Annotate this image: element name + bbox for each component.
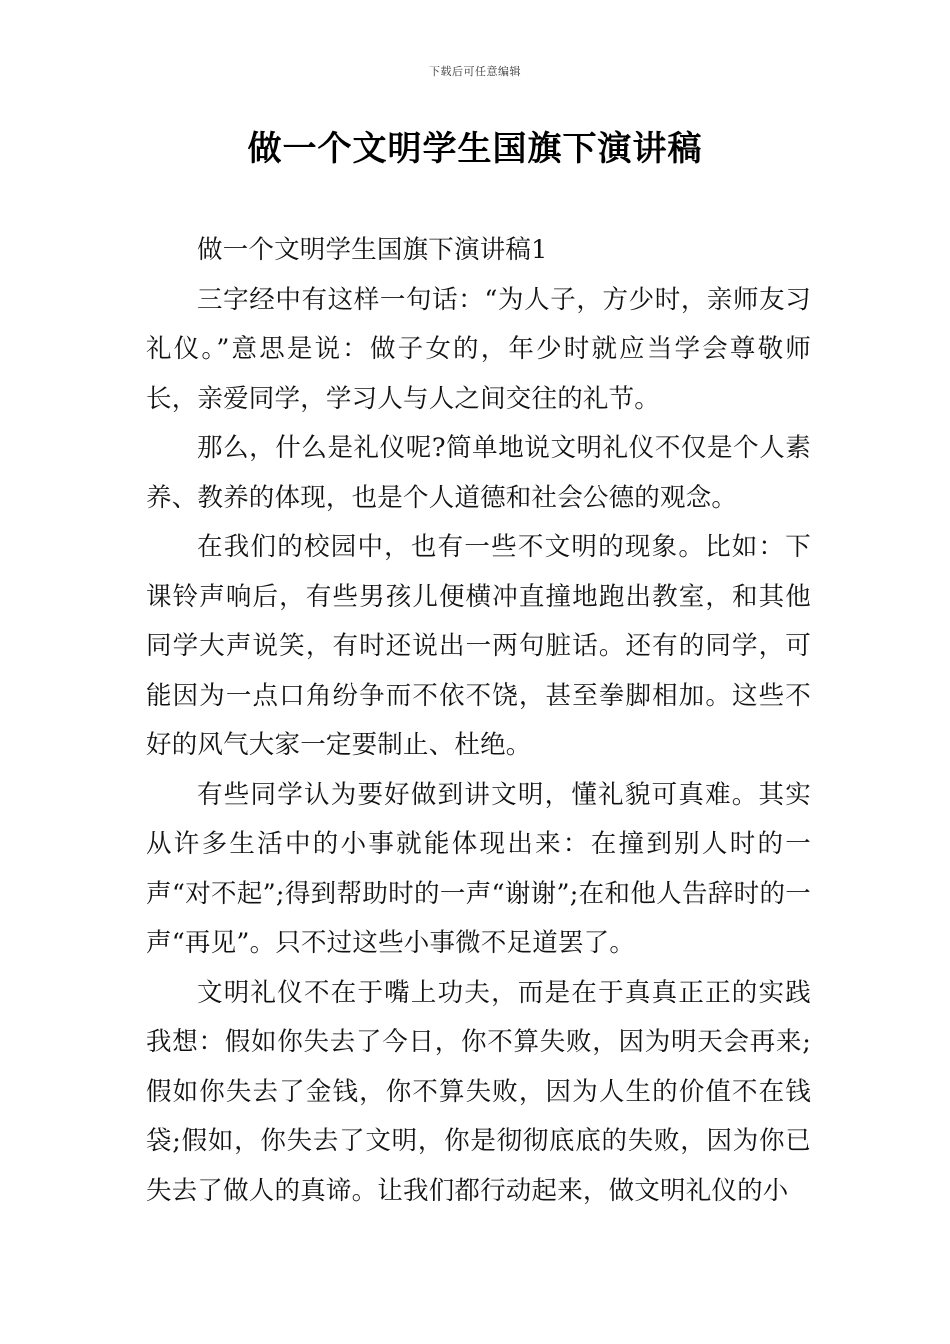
- paragraph: 三字经中有这样一句话：“为人子，方少时，亲师友习礼仪。”意思是说：做子女的，年少时就应当学会尊敬师长，亲爱同学，学习人与人之间交往的礼节。: [146, 284, 811, 414]
- paragraph: 那么，什么是礼仪呢?简单地说文明礼仪不仅是个人素养、教养的体现，也是个人道德和社会公德的观念。: [146, 433, 811, 513]
- page-title: 做一个文明学生国旗下演讲稿: [247, 129, 703, 169]
- paragraph: 文明礼仪不在于嘴上功夫，而是在于真真正正的实践我想：假如你失去了今日，你不算失败，因为明天会再来;假如你失去了金钱，你不算失败，因为人生的价值不在钱袋;假如，你失去了文明，你是彻彻底底的失败，因为你已失去了做人的真谛。让我们都行动起来，做文明礼仪的小: [146, 977, 811, 1206]
- section-heading: 做一个文明学生国旗下演讲稿1: [197, 235, 548, 265]
- paragraph: 有些同学认为要好做到讲文明，懂礼貌可真难。其实从许多生活中的小事就能体现出来：在撞到别人时的一声“对不起”;得到帮助时的一声“谢谢”;在和他人告辞时的一声“再见”。只不过这些小事微不足道罢了。: [146, 779, 811, 958]
- header-note: 下载后可任意编辑: [429, 65, 521, 78]
- document-body: [146, 226, 811, 1216]
- paragraph: 在我们的校园中，也有一些不文明的现象。比如：下课铃声响后，有些男孩儿便横冲直撞地跑出教室，和其他同学大声说笑，有时还说出一两句脏话。还有的同学，可能因为一点口角纷争而不依不饶，甚至拳脚相加。这些不好的风气大家一定要制止、杜绝。: [146, 532, 811, 760]
